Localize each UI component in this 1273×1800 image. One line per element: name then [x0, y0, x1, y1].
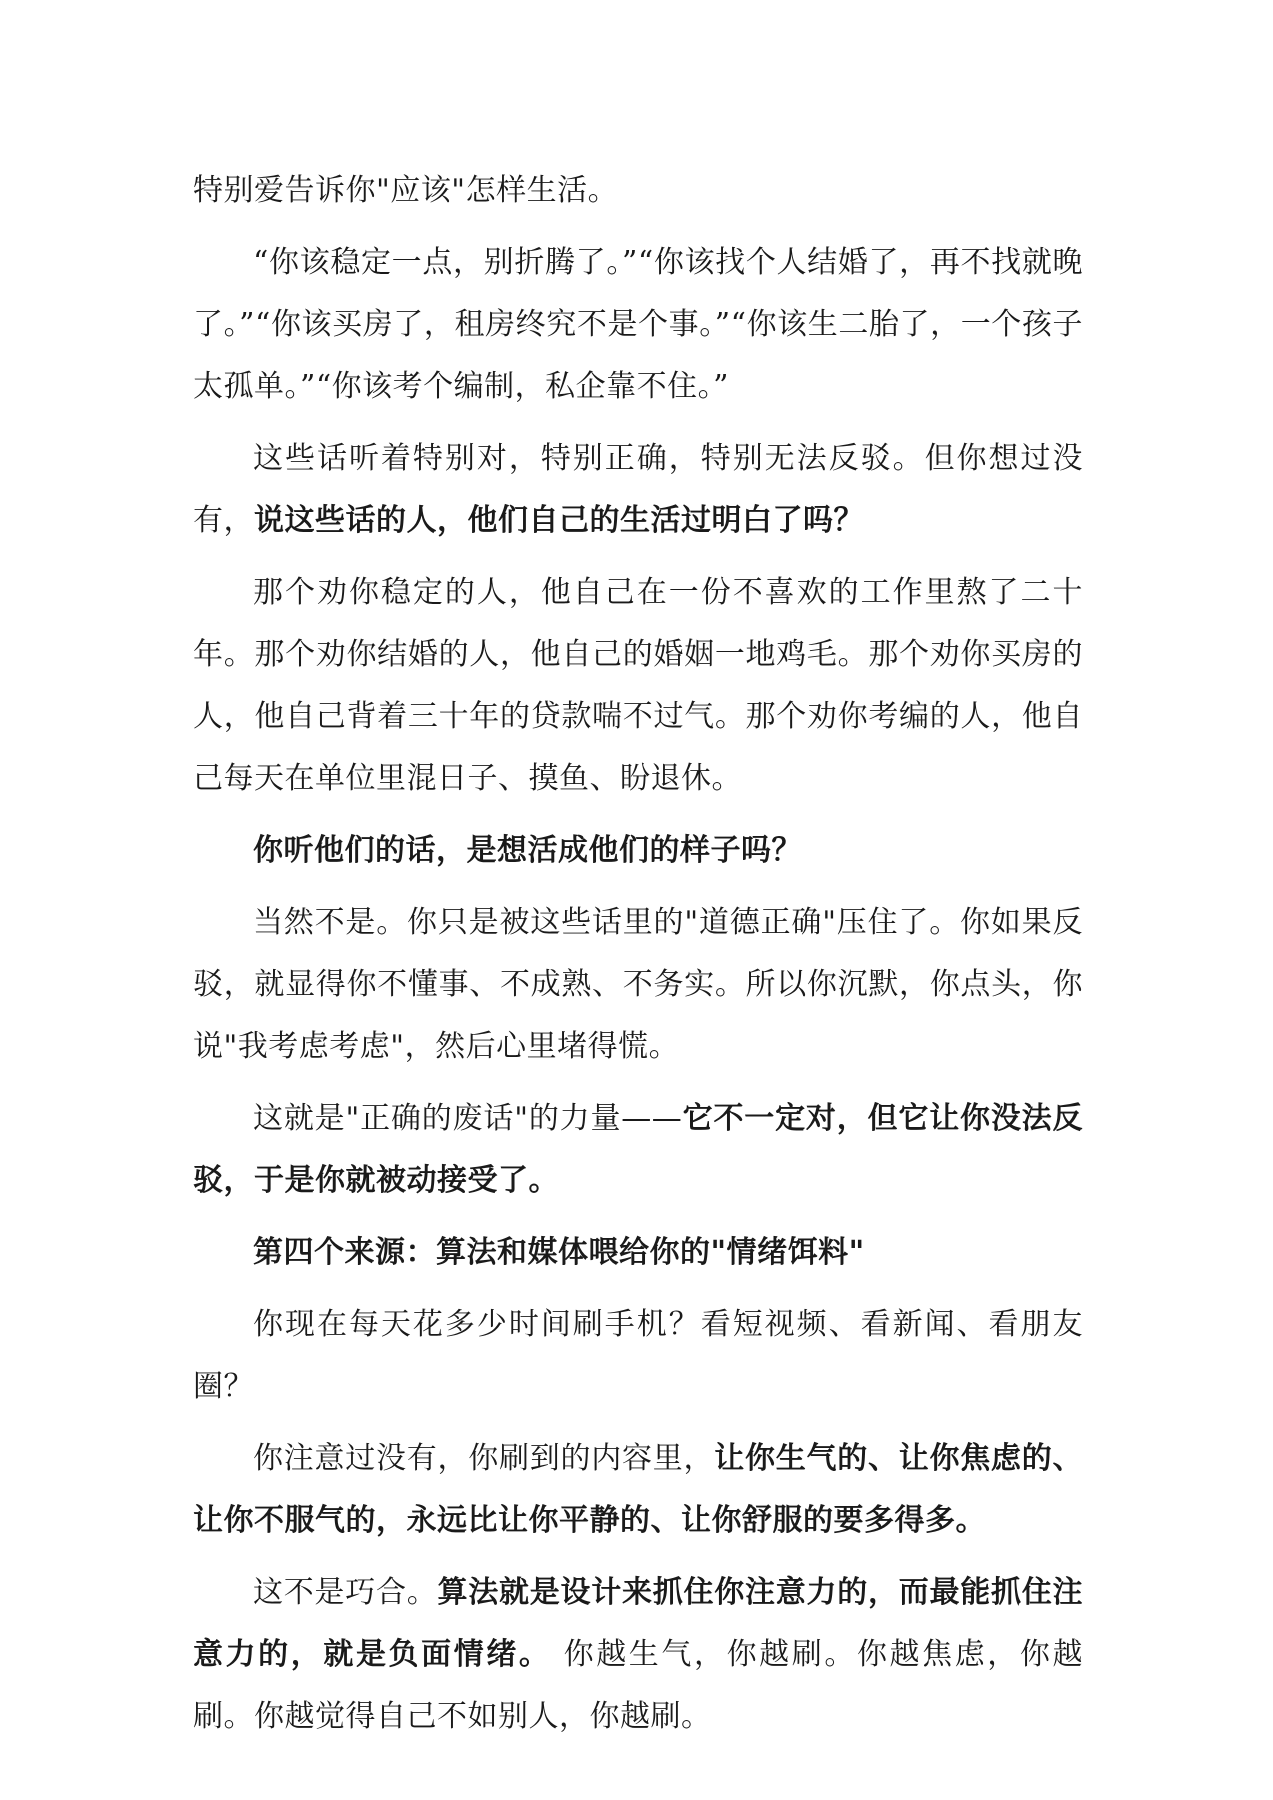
- text-segment: 这不是巧合。: [253, 1575, 438, 1610]
- text-segment: 你注意过没有，你刷到的内容里，: [253, 1441, 715, 1476]
- paragraph-5: [193, 820, 1083, 882]
- text-segment: 特别爱告诉你"应该"怎样生活。: [193, 173, 619, 208]
- text-segment: 这些话听着特别对，特别正确，特别无法反驳。但你想过没有，: [193, 441, 1083, 538]
- section-heading: [193, 1222, 1083, 1284]
- paragraph-10: [193, 1428, 1083, 1552]
- paragraph-9: [193, 1294, 1083, 1418]
- bold-text-segment: 算法就是设计来抓住你注意力的，而最能抓住注意力的，就是负面情绪。: [193, 1575, 1083, 1672]
- paragraph-3: [193, 428, 1083, 552]
- paragraph-7: [193, 1088, 1083, 1212]
- paragraph-4: [193, 562, 1083, 810]
- paragraph-6: [193, 892, 1083, 1078]
- paragraph-11: [193, 1562, 1083, 1748]
- bold-text-segment: 它不一定对，但它让你没法反驳，于是你就被动接受了。: [193, 1101, 1083, 1198]
- document-page: [193, 160, 1083, 1758]
- text-segment: 那个劝你稳定的人，他自己在一份不喜欢的工作里熬了二十年。那个劝你结婚的人，他自己的婚姻一地鸡毛。那个劝你买房的人，他自己背着三十年的贷款喘不过气。那个劝你考编的人，他自己每天在单位里混日子、摸鱼、盼退休。: [193, 575, 1083, 796]
- text-segment: 你现在每天花多少时间刷手机？看短视频、看新闻、看朋友圈？: [193, 1307, 1083, 1404]
- bold-text-segment: 让你生气的、让你焦虑的、让你不服气的，永远比让你平静的、让你舒服的要多得多。: [193, 1441, 1083, 1538]
- text-segment: 当然不是。你只是被这些话里的"道德正确"压住了。你如果反驳，就显得你不懂事、不成熟、不务实。所以你沉默，你点头，你说"我考虑考虑"，然后心里堵得慌。: [193, 905, 1083, 1064]
- bold-text-segment: 说这些话的人，他们自己的生活过明白了吗？: [254, 503, 864, 538]
- text-segment: 你越生气，你越刷。你越焦虑，你越刷。你越觉得自己不如别人，你越刷。: [193, 1637, 1083, 1734]
- bold-text-segment: 第四个来源：算法和媒体喂给你的"情绪饵料": [253, 1235, 865, 1270]
- bold-text-segment: 你听他们的话，是想活成他们的样子吗？: [253, 833, 802, 868]
- paragraph-1: [193, 160, 1083, 222]
- paragraph-2: [193, 232, 1083, 418]
- text-segment: 这就是"正确的废话"的力量——: [253, 1101, 683, 1136]
- text-segment: “你该稳定一点，别折腾了。”“你该找个人结婚了，再不找就晚了。”“你该买房了，租房终究不是个事。”“你该生二胎了，一个孩子太孤单。”“你该考个编制，私企靠不住。”: [193, 245, 1083, 404]
